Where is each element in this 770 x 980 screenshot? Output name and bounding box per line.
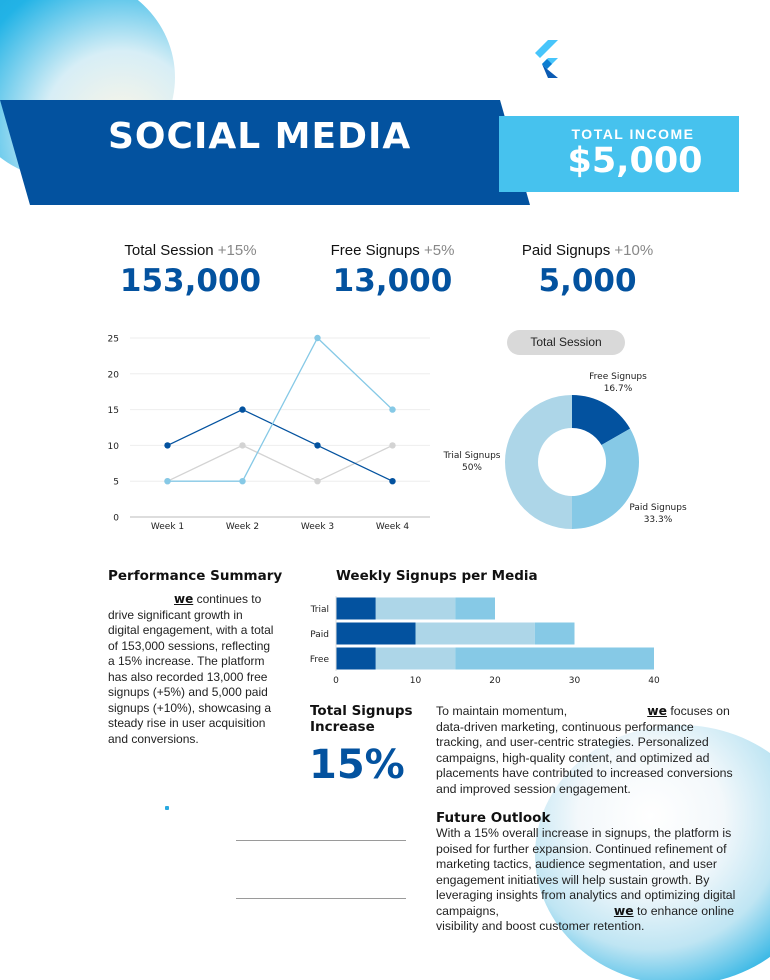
data-point — [164, 442, 170, 448]
y-tick-label: 0 — [113, 513, 119, 524]
x-tick-label: 20 — [489, 676, 501, 686]
brand-we: we — [647, 704, 667, 718]
stat-label: Free Signups +5% — [330, 242, 455, 259]
total-income-box — [499, 116, 739, 192]
slice-label: Paid Signups — [629, 503, 687, 513]
y-tick-label: 5 — [113, 477, 119, 488]
category-label: Trial — [310, 605, 329, 615]
data-point — [389, 478, 395, 484]
bar-segment — [376, 598, 456, 620]
total-session-donut-chart — [430, 362, 700, 542]
data-point — [239, 406, 245, 412]
brand-we: we — [613, 903, 634, 918]
x-tick-label: Week 3 — [300, 522, 335, 532]
stat-change: +15% — [217, 242, 257, 259]
slice-pct-label: 33.3% — [643, 515, 673, 525]
stat-paid-signups — [510, 242, 665, 299]
slice-pct-label: 16.7% — [603, 384, 633, 394]
x-tick-label: 40 — [648, 676, 660, 686]
bar-segment — [416, 623, 535, 645]
bar-segment — [455, 648, 654, 670]
bar-segment — [455, 598, 495, 620]
category-label: Paid — [310, 630, 329, 640]
x-tick-label: Week 1 — [150, 522, 185, 532]
bar-segment — [376, 648, 456, 670]
total-income-label: TOTAL INCOME — [571, 126, 695, 142]
bar-segment — [336, 598, 376, 620]
total-income-value: $5,000 — [567, 141, 703, 181]
x-tick-label: Week 4 — [375, 522, 410, 532]
weekly-signups-bar-chart — [300, 592, 665, 692]
flutter-logo-icon — [534, 40, 568, 78]
total-signups-increase-value: 15% — [309, 742, 405, 788]
donut-slice — [505, 395, 572, 529]
future-outlook-title: Future Outlook — [436, 810, 551, 826]
slice-label: Free Signups — [589, 372, 647, 382]
brand-we: we — [174, 592, 194, 606]
slice-pct-label: 50% — [461, 463, 483, 473]
data-point — [314, 478, 320, 484]
x-tick-label: 0 — [333, 676, 339, 686]
stat-value: 153,000 — [119, 263, 262, 299]
data-point — [314, 442, 320, 448]
data-point — [389, 406, 395, 412]
divider-line — [236, 898, 406, 899]
y-tick-label: 10 — [107, 441, 119, 452]
bar-segment — [535, 623, 575, 645]
stat-label: Total Session +15% — [124, 242, 257, 259]
data-point — [239, 478, 245, 484]
y-tick-label: 25 — [107, 334, 119, 345]
stat-total-session — [118, 242, 263, 299]
stat-change: +5% — [423, 242, 455, 259]
data-point — [389, 442, 395, 448]
category-label: Free — [309, 655, 329, 665]
divider-line — [236, 840, 406, 841]
performance-summary-text: we continues to drive significant growth in digital engagement, with a total of 153,000 sessions, reflecting a 15% increase. The platform has also recorded 13,000 free signups (+5%) and 5,000 paid signups (+10%), showcasing a steady rise in user acquisition and conversions. — [108, 592, 274, 746]
y-tick-label: 20 — [107, 370, 119, 381]
performance-summary-title: Performance Summary — [108, 568, 283, 584]
slice-label: Trial Signups — [443, 451, 501, 461]
future-outlook-text: With a 15% overall increase in signups, the platform is poised for further expansion. Continued refinement of marketing tactics, audience segmentation, and user engagement initiatives will help sustain growth. By leveraging insights from analytics and optimizing digital campaigns, we to enhance online visibility and boost customer retention. — [436, 826, 736, 933]
stat-value: 13,000 — [332, 263, 453, 299]
bar-segment — [336, 648, 376, 670]
donut-slice — [572, 429, 639, 529]
donut-title-pill: Total Session — [507, 330, 625, 355]
y-tick-label: 15 — [107, 406, 119, 417]
stat-label: Paid Signups +10% — [521, 242, 654, 259]
decorative-speck — [165, 806, 169, 810]
series-line — [168, 445, 393, 481]
stat-value: 5,000 — [538, 263, 637, 299]
data-point — [239, 442, 245, 448]
data-point — [164, 478, 170, 484]
stat-free-signups — [320, 242, 465, 299]
weekly-signups-title: Weekly Signups per Media — [336, 568, 538, 584]
weekly-line-chart — [100, 330, 435, 540]
data-point — [314, 335, 320, 341]
momentum-text: To maintain momentum, we focuses on data-driven marketing, continuous performance tracking, and user-centric strategies. Personalized campaigns, high-quality content, and optimized ad placements have contributed to increased conversions and improved session engagement. — [436, 704, 733, 796]
bar-segment — [336, 623, 416, 645]
page-title: SOCIAL MEDIA — [108, 116, 412, 157]
stat-change: +10% — [614, 242, 654, 259]
total-signups-increase-title: Total Signups Increase — [310, 703, 413, 735]
x-tick-label: Week 2 — [225, 522, 260, 532]
x-tick-label: 10 — [409, 676, 422, 686]
x-tick-label: 30 — [568, 676, 581, 686]
